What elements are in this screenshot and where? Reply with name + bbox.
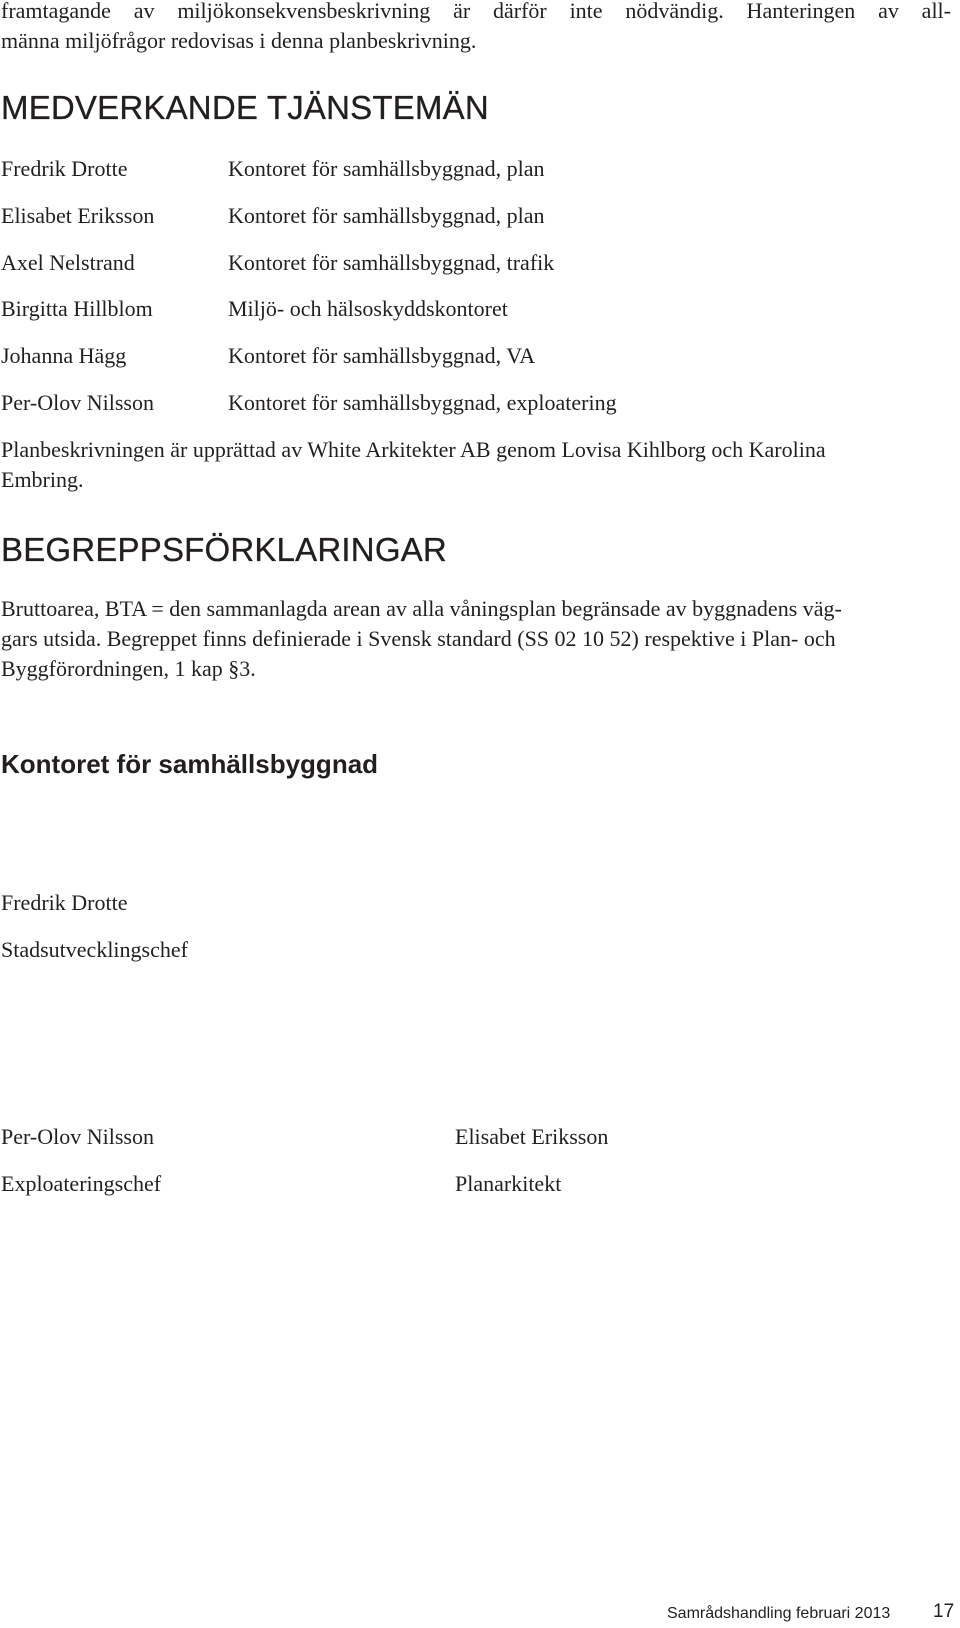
- signature-block: [1, 888, 188, 965]
- staff-name: Johanna Hägg: [1, 343, 127, 368]
- page-number: 17: [933, 1601, 955, 1622]
- definitions-line-2: gars utsida. Begreppet finns definierade i Svensk standard (SS 02 10 52) respektive i Plan- och: [1, 626, 836, 651]
- signatures-heading: Kontoret för samhällsbyggnad: [1, 749, 379, 779]
- signature-block: [455, 1122, 608, 1199]
- staff-department: Kontoret för samhällsbyggnad, plan: [228, 156, 545, 181]
- staff-row: [1, 388, 901, 418]
- signature-title: Planarkitekt: [455, 1171, 562, 1196]
- intro-line-2: männa miljöfrågor redovisas i denna planbeskrivning.: [1, 28, 477, 53]
- staff-department: Kontoret för samhällsbyggnad, plan: [228, 203, 545, 228]
- staff-name: Elisabet Eriksson: [1, 203, 155, 228]
- staff-department: Miljö- och hälsoskyddskontoret: [228, 296, 508, 321]
- intro-line-1: framtagande av miljökonsekvensbeskrivning är därför inte nödvändig. Hanteringen av all-: [1, 0, 951, 23]
- signature-name: Per-Olov Nilsson: [1, 1124, 154, 1149]
- intro-paragraph: [1, 0, 951, 56]
- definitions-heading: BEGREPPSFÖRKLARINGAR: [1, 531, 447, 568]
- staff-name: Axel Nelstrand: [1, 250, 135, 275]
- staff-department: Kontoret för samhällsbyggnad, exploatering: [228, 390, 617, 415]
- staff-row: [1, 248, 901, 278]
- signature-name: Fredrik Drotte: [1, 890, 128, 915]
- staff-department: Kontoret för samhällsbyggnad, VA: [228, 343, 536, 368]
- definitions-line-3: Byggförordningen, 1 kap §3.: [1, 656, 256, 681]
- definitions-paragraph: [1, 594, 959, 684]
- staff-name: Per-Olov Nilsson: [1, 390, 154, 415]
- staff-row: [1, 294, 901, 324]
- signature-name: Elisabet Eriksson: [455, 1124, 609, 1149]
- staff-row: [1, 341, 901, 371]
- signature-block: [1, 1122, 161, 1199]
- signature-title: Stadsutvecklingschef: [1, 937, 188, 962]
- staff-name: Fredrik Drotte: [1, 156, 128, 181]
- definitions-line-1: Bruttoarea, BTA = den sammanlagda arean av alla våningsplan begränsade av byggnadens väg-: [1, 596, 842, 621]
- author-note-line-2: Embring.: [1, 467, 84, 492]
- author-note: [1, 435, 959, 495]
- staff-department: Kontoret för samhällsbyggnad, trafik: [228, 250, 555, 275]
- staff-heading: MEDVERKANDE TJÄNSTEMÄN: [1, 89, 489, 126]
- staff-name: Birgitta Hillblom: [1, 296, 153, 321]
- author-note-line-1: Planbeskrivningen är upprättad av White Arkitekter AB genom Lovisa Kihlborg och Karolina: [1, 437, 826, 462]
- staff-row: [1, 154, 901, 184]
- signature-title: Exploateringschef: [1, 1171, 162, 1196]
- footer-document-label: Samrådshandling februari 2013: [667, 1605, 891, 1622]
- staff-row: [1, 201, 901, 231]
